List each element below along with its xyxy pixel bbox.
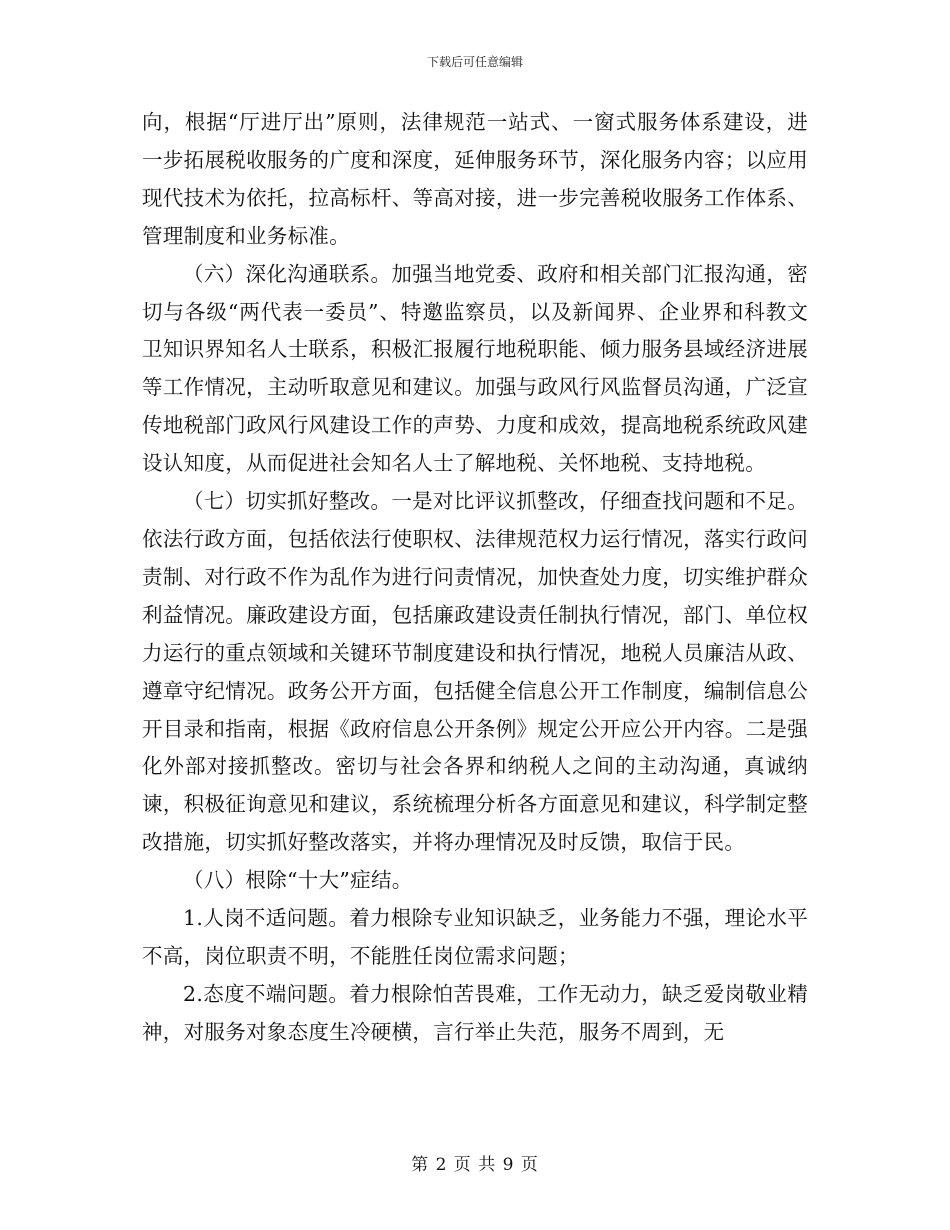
paragraph-item-2: 2.态度不端问题。着力根除怕苦畏难，工作无动力，缺乏爱岗敬业精神，对服务对象态度生冷硬横，言行举止失范，服务不周到，无 (142, 981, 808, 1044)
paragraph-section-6: （六）深化沟通联系。加强当地党委、政府和相关部门汇报沟通，密切与各级“两代表一委员”、特邀监察员，以及新闻界、企业界和科教文卫知识界知名人士联系，积极汇报履行地税职能、倾力服务县域经济进展等工作情况，主动听取意见和建议。加强与政风行风监督员沟通，广泛宣传地税部门政风行风建设工作的声势、力度和成效，提高地税系统政风建设认知度，从而促进社会知名人士了解地税、关怀地税、支持地税。 (142, 261, 808, 476)
page-number: 第 2 页 共 9 页 (411, 1155, 539, 1175)
paragraph-section-7: （七）切实抓好整改。一是对比评议抓整改，仔细查找问题和不足。依法行政方面，包括依法行使职权、法律规范权力运行情况，落实行政问责制、对行政不作为乱作为进行问责情况，加快查处力度，切实维护群众利益情况。廉政建设方面，包括廉政建设责任制执行情况，部门、单位权力运行的重点领域和关键环节制度建设和执行情况，地税人员廉洁从政、遵章守纪情况。政务公开方面，包括健全信息公开工作制度，编制信息公开目录和指南，根据《政府信息公开条例》规定公开应公开内容。二是强化外部对接抓整改。密切与社会各界和纳税人之间的主动沟通，真诚纳谏，积极征询意见和建议，系统梳理分析各方面意见和建议，科学制定整改措施，切实抓好整改落实，并将办理情况及时反馈，取信于民。 (142, 489, 808, 855)
paragraph-section-8-heading: （八）根除“十大”症结。 (183, 868, 413, 893)
document-body (142, 104, 808, 1052)
page-header: 下载后可任意编辑 (426, 55, 523, 69)
paragraph-continuation: 向，根据“厅进厅出”原则，法律规范一站式、一窗式服务体系建设，进一步拓展税收服务的广度和深度，延伸服务环节，深化服务内容；以应用现代技术为依托，拉高标杆、等高对接，进一步完善税收服务工作体系、管理制度和业务标准。 (142, 110, 808, 248)
paragraph-item-1: 1.人岗不适问题。着力根除专业知识缺乏，业务能力不强，理论水平不高，岗位职责不明，不能胜任岗位需求问题； (142, 906, 808, 968)
